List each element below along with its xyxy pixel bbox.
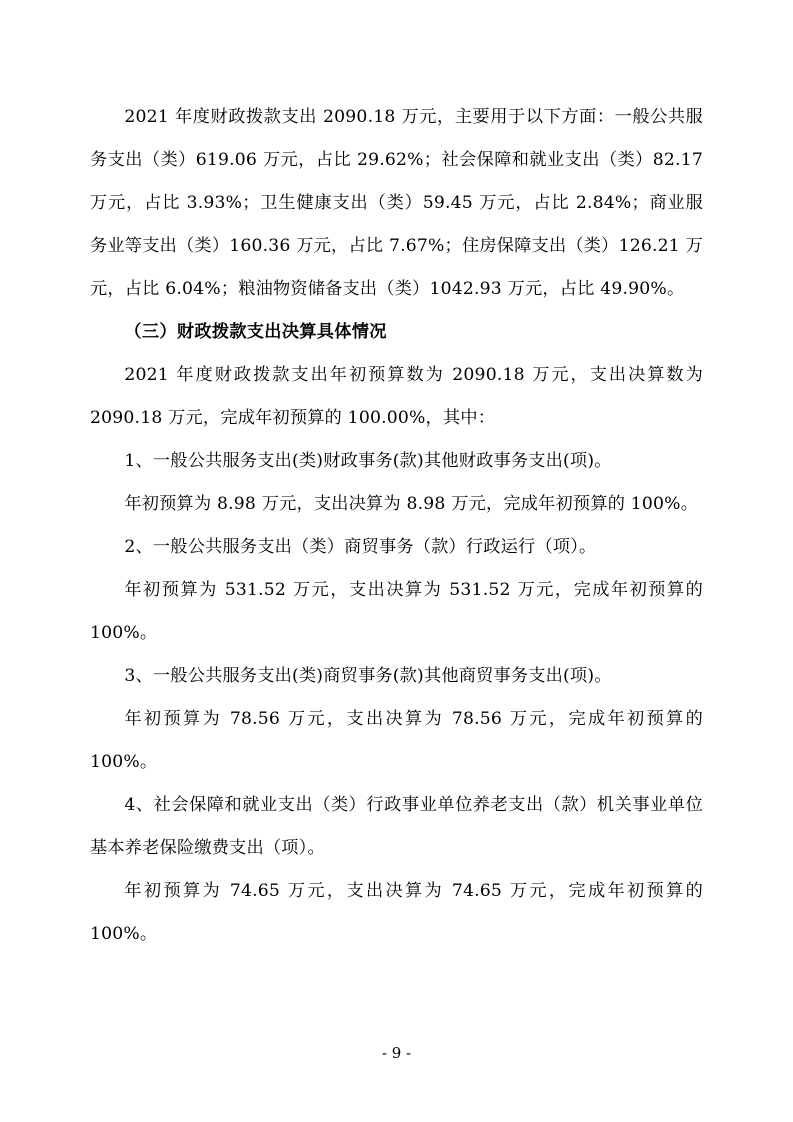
paragraph-item-3-title: 3、一般公共服务支出(类)商贸事务(款)其他商贸事务支出(项)。 <box>124 666 612 686</box>
paragraph-total: 2021 年度财政拨款支出年初预算数为 2090.18 万元，支出决算数为 2090.18 万元，完成年初预算的 100.00%，其中： <box>90 365 703 428</box>
paragraph-item-3-detail: 年初预算为 78.56 万元，支出决算为 78.56 万元，完成年初预算的 100%。 <box>90 709 703 772</box>
paragraph-item-1-detail: 年初预算为 8.98 万元，支出决算为 8.98 万元，完成年初预算的 100%。 <box>124 494 699 514</box>
document-body <box>90 96 703 956</box>
paragraph-item-4-detail: 年初预算为 74.65 万元，支出决算为 74.65 万元，完成年初预算的 100%。 <box>90 881 703 944</box>
paragraph-item-1-title: 1、一般公共服务支出(类)财政事务(款)其他财政事务支出(项)。 <box>124 451 612 471</box>
paragraph-summary: 2021 年度财政拨款支出 2090.18 万元，主要用于以下方面：一般公共服务支出（类）619.06 万元，占比 29.62%；社会保障和就业支出（类）82.17 万元，占比 3.93%；卫生健康支出（类）59.45 万元，占比 2.84%；商业服务业等支出（类）160.36 万元，占比 7.67%；住房保障支出（类）126.21 万元，占比 6.04%；粮油物资储备支出（类）1042.93 万元，占比 49.90%。 <box>90 107 703 299</box>
paragraph-item-2-detail: 年初预算为 531.52 万元，支出决算为 531.52 万元，完成年初预算的 100%。 <box>90 580 703 643</box>
paragraph-item-2-title: 2、一般公共服务支出（类）商贸事务（款）行政运行（项）。 <box>124 537 597 557</box>
section-heading: （三）财政拨款支出决算具体情况 <box>124 322 387 342</box>
page-number: - 9 - <box>381 1044 412 1062</box>
paragraph-item-4-title: 4、社会保障和就业支出（类）行政事业单位养老支出（款）机关事业单位基本养老保险缴费支出（项）。 <box>90 795 703 858</box>
